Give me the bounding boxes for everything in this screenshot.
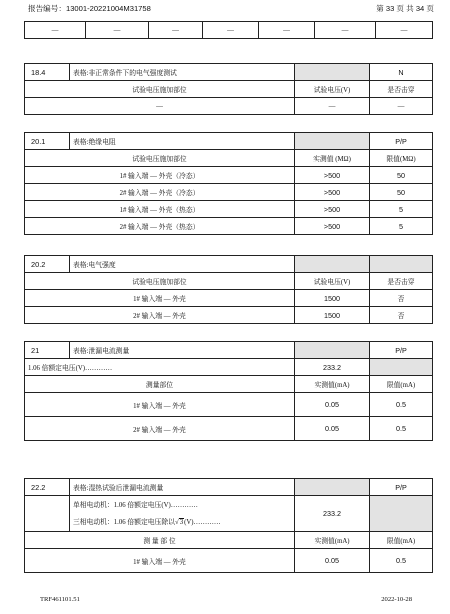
table-cell: >500 — [295, 201, 370, 218]
three-phase-label — [73, 514, 291, 531]
voltage-label: 1.06 倍额定电压(V)………… — [25, 359, 295, 376]
table-row — [25, 218, 433, 235]
table-cell: — — [25, 22, 86, 39]
table-cell: 1# 输入端 — 外壳 — [25, 290, 295, 307]
table-cell: — — [203, 22, 259, 39]
section-number: 21 — [25, 342, 70, 359]
voltage-value: 233.2 — [295, 359, 370, 376]
table-cell: 50 — [370, 184, 433, 201]
table-cell: >500 — [295, 167, 370, 184]
blank-cell — [370, 496, 433, 532]
blank-cell — [295, 342, 370, 359]
three-phase-suffix: (V)………… — [184, 518, 221, 526]
three-phase-prefix: 三相电动机：1.06 倍额定电压除以 — [73, 518, 175, 526]
section-number: 20.1 — [25, 133, 70, 150]
table-cell: — — [86, 22, 149, 39]
section-18-4-table — [24, 63, 433, 115]
report-number: 报告编号：13001-20221004M31758 — [28, 4, 151, 13]
column-header: 试验电压施加部位 — [25, 81, 295, 98]
verdict: P/P — [370, 479, 433, 496]
verdict: N — [370, 64, 433, 81]
table-cell: 0.5 — [370, 549, 433, 573]
column-header: 实测值(mA) — [295, 532, 370, 549]
table-cell: 5 — [370, 201, 433, 218]
table-row — [25, 417, 433, 441]
table-cell: 2# 输入端 — 外壳 — [25, 417, 295, 441]
section-header-row — [25, 342, 433, 359]
column-header-row — [25, 150, 433, 167]
blank-cell — [295, 256, 370, 273]
table-cell: — — [149, 22, 203, 39]
column-header: 实测值 (MΩ) — [295, 150, 370, 167]
section-header-row — [25, 64, 433, 81]
column-header: 限值(mA) — [370, 376, 433, 393]
section-number: 22.2 — [25, 479, 70, 496]
table-cell: 0.05 — [295, 549, 370, 573]
table-cell: — — [370, 98, 433, 115]
section-number: 18.4 — [25, 64, 70, 81]
table-cell: 1# 输入端 — 外壳 — [25, 393, 295, 417]
table-cell: 0.5 — [370, 393, 433, 417]
table-cell: — — [259, 22, 315, 39]
column-header: 测 量 部 位 — [25, 532, 295, 549]
voltage-row — [25, 359, 433, 376]
table-row — [25, 201, 433, 218]
table-cell: >500 — [295, 184, 370, 201]
section-header-row — [25, 256, 433, 273]
table-cell: >500 — [295, 218, 370, 235]
blank-cell — [295, 64, 370, 81]
table-row — [25, 393, 433, 417]
table-cell: 2# 输入端 — 外壳 — [25, 307, 295, 324]
column-header-row — [25, 532, 433, 549]
table-cell: — — [25, 98, 295, 115]
column-header: 试验电压施加部位 — [25, 150, 295, 167]
table-row — [25, 98, 433, 115]
footer-date: 2022-10-28 — [381, 596, 412, 603]
sqrt-symbol: √3 — [174, 518, 184, 526]
column-header: 限值(mA) — [370, 532, 433, 549]
table-cell: 1500 — [295, 290, 370, 307]
section-20-1-table — [24, 132, 433, 235]
section-title: 表格:泄漏电流测量 — [70, 342, 295, 359]
page-header — [28, 3, 434, 16]
section-header-row — [25, 133, 433, 150]
table-cell: 否 — [370, 307, 433, 324]
single-phase-label: 单相电动机：1.06 倍额定电压(V)………… — [73, 501, 198, 509]
column-header-row — [25, 376, 433, 393]
column-header: 是否击穿 — [370, 273, 433, 290]
voltage-value: 233.2 — [295, 496, 370, 532]
table-cell: 2# 输入端 — 外壳（冷态） — [25, 184, 295, 201]
table-cell: 1# 输入端 — 外壳（冷态） — [25, 167, 295, 184]
table-cell: 1# 输入端 — 外壳 — [25, 549, 295, 573]
column-header: 限值(MΩ) — [370, 150, 433, 167]
section-title: 表格:湿热试验后泄漏电流测量 — [70, 479, 295, 496]
verdict: P/P — [370, 342, 433, 359]
page-number: 第 33 页 共 34 页 — [376, 4, 434, 13]
table-cell: 2# 输入端 — 外壳（热态） — [25, 218, 295, 235]
blank-cell — [25, 496, 70, 532]
table-cell: 0.5 — [370, 417, 433, 441]
table-cell: 5 — [370, 218, 433, 235]
continuation-table — [24, 21, 433, 39]
column-header-row — [25, 81, 433, 98]
table-cell: — — [315, 22, 376, 39]
section-20-2-table — [24, 255, 433, 324]
column-header: 测量部位 — [25, 376, 295, 393]
blank-cell — [295, 133, 370, 150]
column-header: 试验电压(V) — [295, 81, 370, 98]
section-title: 表格:非正常条件下的电气强度测试 — [70, 64, 295, 81]
table-row — [25, 549, 433, 573]
section-22-2-table — [24, 478, 433, 573]
column-header: 试验电压施加部位 — [25, 273, 295, 290]
section-title: 表格:电气强度 — [70, 256, 295, 273]
column-header: 是否击穿 — [370, 81, 433, 98]
table-cell: 否 — [370, 290, 433, 307]
blank-cell — [295, 479, 370, 496]
table-cell: 1500 — [295, 307, 370, 324]
section-21-table — [24, 341, 433, 441]
table-cell: — — [376, 22, 433, 39]
column-header: 实测值(mA) — [295, 376, 370, 393]
table-row — [25, 22, 433, 39]
table-cell: 50 — [370, 167, 433, 184]
table-row — [25, 184, 433, 201]
voltage-label — [70, 496, 295, 532]
section-title: 表格:绝缘电阻 — [70, 133, 295, 150]
table-cell: 0.05 — [295, 417, 370, 441]
column-header-row — [25, 273, 433, 290]
table-cell: 0.05 — [295, 393, 370, 417]
section-number: 20.2 — [25, 256, 70, 273]
voltage-row — [25, 496, 433, 532]
verdict: P/P — [370, 133, 433, 150]
table-row — [25, 167, 433, 184]
table-row — [25, 290, 433, 307]
column-header: 试验电压(V) — [295, 273, 370, 290]
form-number: TRF461101.51 — [40, 596, 80, 603]
table-cell: 1# 输入端 — 外壳（热态） — [25, 201, 295, 218]
table-row — [25, 307, 433, 324]
blank-cell — [370, 359, 433, 376]
section-header-row — [25, 479, 433, 496]
sqrt-value: 3 — [179, 518, 184, 526]
blank-cell — [370, 256, 433, 273]
table-cell: — — [295, 98, 370, 115]
